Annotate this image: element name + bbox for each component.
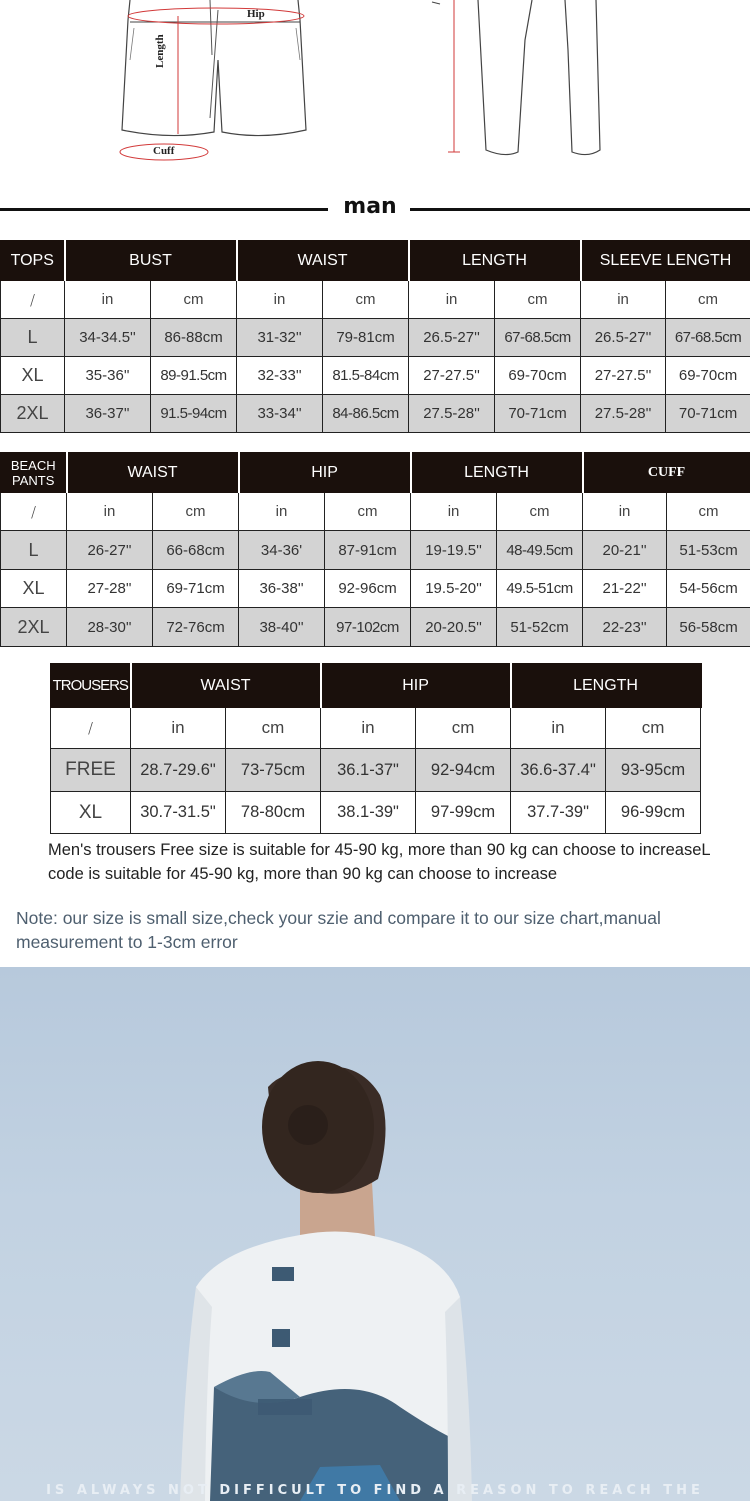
beach-header-waist: WAIST	[67, 453, 239, 493]
table-row	[1, 608, 750, 647]
tops-header-waist: WAIST	[237, 241, 409, 281]
trousers-header-row	[51, 664, 701, 708]
trousers-size-note: Men's trousers Free size is suitable for 45-90 kg, more than 90 kg can choose to increaseL code is suitable for 45-90 kg, more than 90 kg can choose to increase	[48, 841, 710, 883]
value-cell: 69-71cm	[153, 570, 239, 608]
value-cell: 69-70cm	[495, 357, 581, 395]
value-cell: 33-34''	[237, 395, 323, 433]
unit-cell: in	[131, 708, 226, 749]
value-cell: 48-49.5cm	[497, 531, 583, 570]
unit-cell: in	[583, 493, 667, 531]
cuff-label: Cuff	[153, 145, 175, 157]
tops-size-table	[0, 240, 750, 433]
beach-pants-size-table	[0, 452, 750, 647]
heading-rule-right	[410, 208, 750, 211]
garment-sketches	[0, 0, 750, 190]
value-cell: 27-28''	[67, 570, 153, 608]
value-cell: 19-19.5''	[411, 531, 497, 570]
size-chart-note: Note: our size is small size,check your szie and compare it to our size chart,manual measurement to 1-3cm error	[16, 908, 661, 952]
unit-cell: cm	[416, 708, 511, 749]
model-photo-illustration	[0, 967, 750, 1501]
value-cell: 30.7-31.5"	[131, 792, 226, 834]
unit-cell: in	[411, 493, 497, 531]
value-cell: 28.7-29.6"	[131, 749, 226, 792]
value-cell: 54-56cm	[667, 570, 750, 608]
slash-cell: /	[1, 493, 67, 531]
beach-unit-row	[1, 493, 750, 531]
value-cell: 66-68cm	[153, 531, 239, 570]
beach-header-row	[1, 453, 750, 493]
value-cell: 35-36''	[65, 357, 151, 395]
value-cell: 28-30''	[67, 608, 153, 647]
unit-cell: in	[581, 281, 666, 319]
slash-cell: /	[1, 281, 65, 319]
value-cell: 79-81cm	[323, 319, 409, 357]
tops-header-bust: BUST	[65, 241, 237, 281]
beach-header-length: LENGTH	[411, 453, 583, 493]
value-cell: 27.5-28''	[581, 395, 666, 433]
value-cell: 36.6-37.4"	[511, 749, 606, 792]
value-cell: 27.5-28''	[409, 395, 495, 433]
value-cell: 27-27.5''	[409, 357, 495, 395]
value-cell: 92-94cm	[416, 749, 511, 792]
value-cell: 38-40''	[239, 608, 325, 647]
trousers-header-length: LENGTH	[511, 664, 701, 708]
slash-cell: /	[51, 708, 131, 749]
table-row	[1, 531, 750, 570]
value-cell: 72-76cm	[153, 608, 239, 647]
unit-cell: cm	[151, 281, 237, 319]
value-cell: 69-70cm	[666, 357, 750, 395]
value-cell: 26.5-27''	[409, 319, 495, 357]
value-cell: 70-71cm	[495, 395, 581, 433]
section-title: man	[343, 194, 397, 219]
hip-label: Hip	[247, 8, 265, 20]
table-row	[51, 792, 701, 834]
unit-cell: cm	[606, 708, 701, 749]
size-cell: L	[1, 531, 67, 570]
value-cell: 67-68.5cm	[495, 319, 581, 357]
value-cell: 26.5-27''	[581, 319, 666, 357]
value-cell: 36-37''	[65, 395, 151, 433]
value-cell: 70-71cm	[666, 395, 750, 433]
unit-cell: cm	[323, 281, 409, 319]
table-row	[1, 319, 750, 357]
tops-header-size: TOPS	[1, 241, 65, 281]
value-cell: 87-91cm	[325, 531, 411, 570]
table-row	[1, 395, 750, 433]
section-heading	[0, 194, 750, 224]
size-cell: XL	[1, 357, 65, 395]
value-cell: 22-23''	[583, 608, 667, 647]
unit-cell: cm	[153, 493, 239, 531]
value-cell: 51-53cm	[667, 531, 750, 570]
beach-header-line2: PANTS	[12, 472, 55, 488]
size-cell: 2XL	[1, 608, 67, 647]
unit-cell: in	[321, 708, 416, 749]
unit-cell: cm	[495, 281, 581, 319]
value-cell: 36-38''	[239, 570, 325, 608]
unit-cell: cm	[666, 281, 750, 319]
value-cell: 89-91.5cm	[151, 357, 237, 395]
unit-cell: cm	[667, 493, 750, 531]
photo-slogan: IS ALWAYS NOT DIFFICULT TO FIND A REASON TO REACH THE	[46, 1483, 704, 1498]
size-cell: XL	[1, 570, 67, 608]
garment-sketch-drawing	[0, 0, 750, 190]
value-cell: 26-27''	[67, 531, 153, 570]
value-cell: 32-33''	[237, 357, 323, 395]
value-cell: 91.5-94cm	[151, 395, 237, 433]
unit-cell: in	[65, 281, 151, 319]
tops-header-length: LENGTH	[409, 241, 581, 281]
beach-header-line1: BEACH	[10, 457, 56, 473]
value-cell: 78-80cm	[226, 792, 321, 834]
value-cell: 56-58cm	[667, 608, 750, 647]
unit-cell: in	[511, 708, 606, 749]
value-cell: 34-34.5''	[65, 319, 151, 357]
beach-header-cuff: CUFF	[583, 453, 750, 493]
unit-cell: in	[237, 281, 323, 319]
size-cell: L	[1, 319, 65, 357]
table-row	[51, 749, 701, 792]
unit-cell: in	[409, 281, 495, 319]
table-row	[1, 570, 750, 608]
value-cell: 19.5-20''	[411, 570, 497, 608]
size-cell: FREE	[51, 749, 131, 792]
beach-header-size	[1, 453, 67, 493]
value-cell: 81.5-84cm	[323, 357, 409, 395]
unit-cell: cm	[226, 708, 321, 749]
value-cell: 67-68.5cm	[666, 319, 750, 357]
value-cell: 93-95cm	[606, 749, 701, 792]
value-cell: 34-36'	[239, 531, 325, 570]
size-cell: XL	[51, 792, 131, 834]
table-row	[1, 357, 750, 395]
value-cell: 31-32''	[237, 319, 323, 357]
value-cell: 20-20.5''	[411, 608, 497, 647]
unit-cell: in	[67, 493, 153, 531]
value-cell: 37.7-39"	[511, 792, 606, 834]
tops-header-sleeve-length: SLEEVE LENGTH	[581, 241, 750, 281]
value-cell: 97-99cm	[416, 792, 511, 834]
value-cell: 51-52cm	[497, 608, 583, 647]
value-cell: 96-99cm	[606, 792, 701, 834]
value-cell: 92-96cm	[325, 570, 411, 608]
beach-header-hip: HIP	[239, 453, 411, 493]
size-cell: 2XL	[1, 395, 65, 433]
tops-unit-row	[1, 281, 750, 319]
tops-header-row	[1, 241, 750, 281]
value-cell: 27-27.5''	[581, 357, 666, 395]
value-cell: 36.1-37"	[321, 749, 416, 792]
model-photo	[0, 967, 750, 1501]
value-cell: 49.5-51cm	[497, 570, 583, 608]
value-cell: 20-21''	[583, 531, 667, 570]
value-cell: 84-86.5cm	[323, 395, 409, 433]
trousers-header-waist: WAIST	[131, 664, 321, 708]
trousers-unit-row	[51, 708, 701, 749]
value-cell: 86-88cm	[151, 319, 237, 357]
length-label: Length	[154, 34, 166, 68]
heading-rule-left	[0, 208, 328, 211]
value-cell: 38.1-39"	[321, 792, 416, 834]
value-cell: 21-22''	[583, 570, 667, 608]
trousers-header-size: TROUSERS	[51, 664, 131, 708]
value-cell: 97-102cm	[325, 608, 411, 647]
unit-cell: cm	[325, 493, 411, 531]
unit-cell: cm	[497, 493, 583, 531]
trousers-size-table	[50, 663, 702, 834]
value-cell: 73-75cm	[226, 749, 321, 792]
unit-cell: in	[239, 493, 325, 531]
trousers-header-hip: HIP	[321, 664, 511, 708]
